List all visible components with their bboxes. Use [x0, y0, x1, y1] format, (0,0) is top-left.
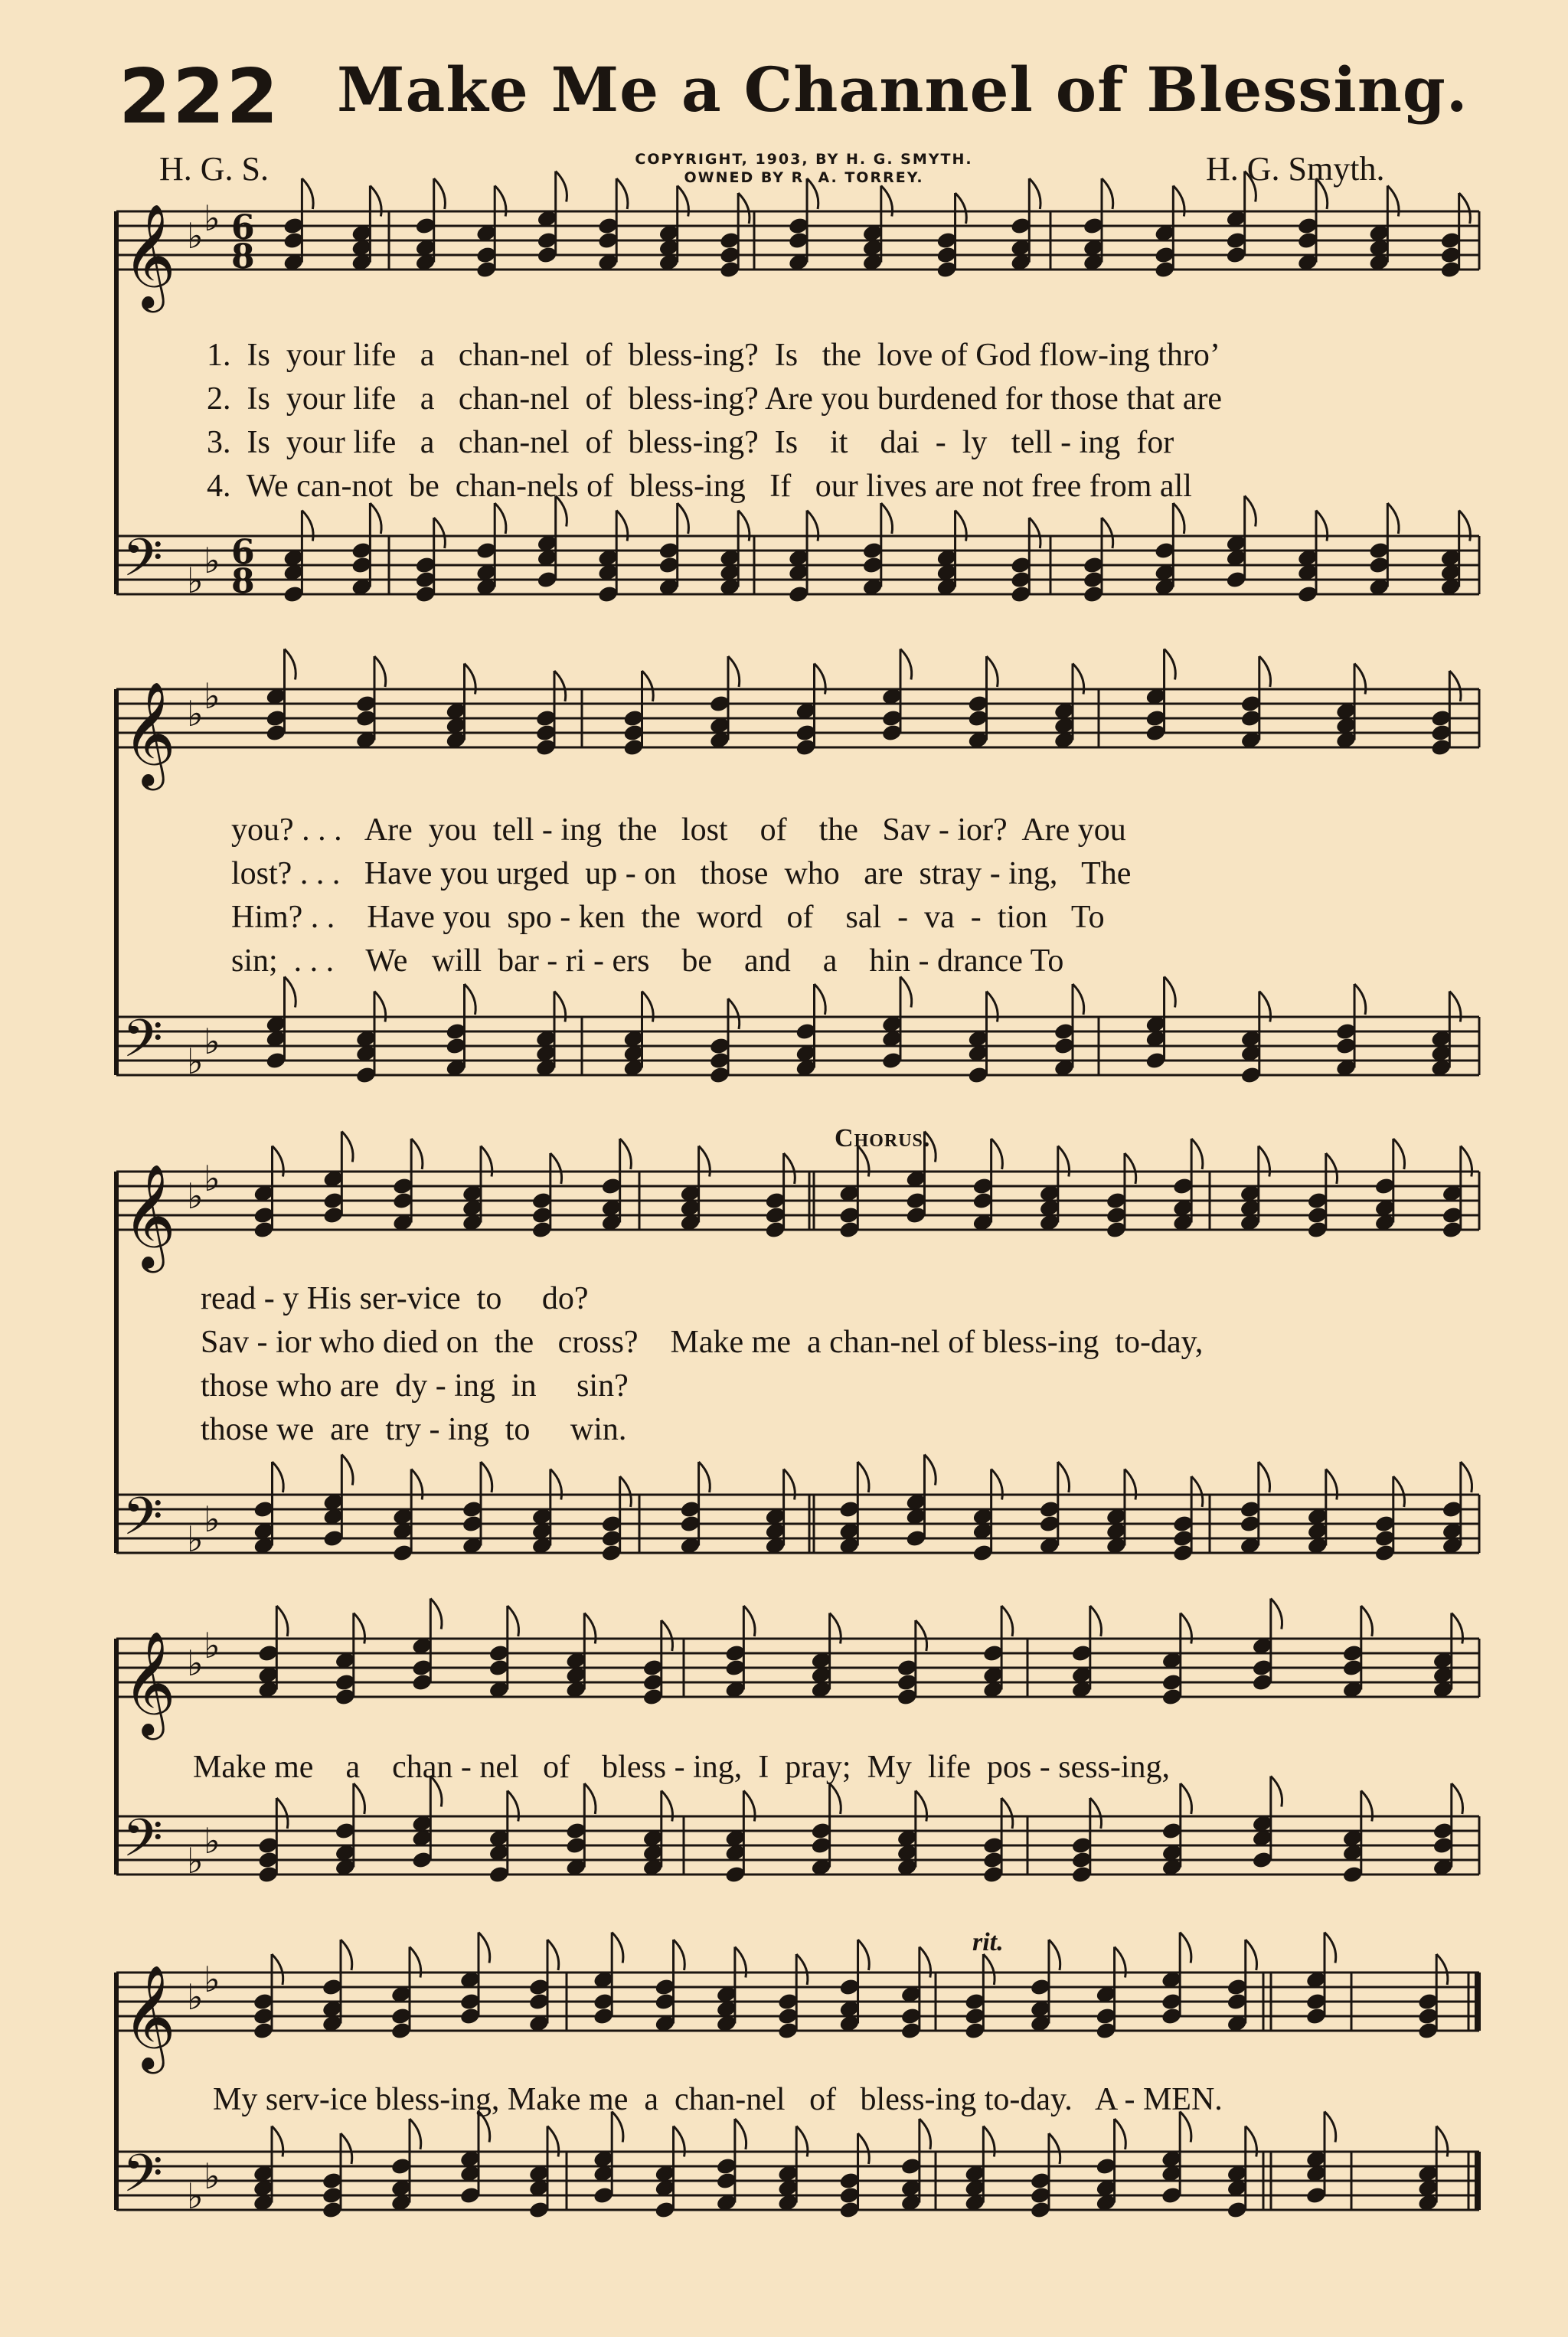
treble-chord-flag	[616, 178, 628, 209]
treble-chord-flag	[1393, 1139, 1405, 1169]
bass-chord-flag	[1271, 1776, 1282, 1807]
flat-sign-icon: ♭	[187, 1840, 204, 1881]
time-signature-top: 6	[231, 533, 255, 572]
treble-chord-flag	[642, 671, 654, 701]
treble-chord-flag	[1271, 1599, 1282, 1629]
treble-chord-flag	[434, 178, 446, 209]
treble-chord-flag	[556, 172, 567, 202]
bass-clef-icon: 𝄢	[122, 1009, 163, 1082]
lyric-verse-2-line-1: 2. Is your life a chan-nel of bless-ing? Are you burdened for those that are	[207, 381, 1223, 417]
flat-sign-icon: ♭	[187, 1642, 204, 1684]
flat-sign-icon: ♭	[204, 1625, 220, 1666]
bass-chord-flag	[815, 984, 826, 1015]
treble-chord-flag	[272, 1954, 283, 1985]
lyric-verse-4-line-3: those we are try - ing to win.	[201, 1412, 627, 1447]
hymn-number: 222	[119, 54, 280, 141]
flat-sign-icon: ♭	[204, 1820, 220, 1861]
bass-chord-flag	[1325, 2112, 1336, 2143]
bass-chord-flag	[1073, 984, 1084, 1015]
bass-chord-flag	[735, 2119, 746, 2149]
flat-sign-icon: ♭	[204, 675, 220, 717]
lyric-verse-3-line-3: those who are dy - ing in sin?	[201, 1368, 629, 1404]
treble-chord-flag	[900, 649, 912, 680]
bass-chord-flag	[273, 1462, 284, 1492]
bass-chord-flag	[1461, 1462, 1472, 1492]
flat-sign-icon: ♭	[204, 2156, 220, 2197]
words-credit: H. G. S.	[159, 150, 270, 188]
lyric-verse-2-line-3: Sav - ior who died on the cross? Make me a chan-nel of bless-ing to-day,	[201, 1325, 1204, 1360]
treble-chord-flag	[550, 1153, 562, 1184]
treble-chord-flag	[983, 1954, 995, 1985]
treble-chord-flag	[743, 1606, 755, 1636]
time-signature-top: 6	[231, 208, 255, 247]
treble-chord-flag	[374, 656, 386, 687]
flat-sign-icon: ♭	[187, 693, 204, 734]
treble-chord-flag	[807, 178, 818, 209]
treble-chord-flag	[612, 1933, 623, 1963]
treble-chord-flag	[508, 1606, 519, 1636]
bass-chord-flag	[465, 984, 476, 1015]
bass-chord-flag	[1245, 496, 1256, 527]
flat-sign-icon: ♭	[187, 560, 204, 601]
flat-sign-icon: ♭	[204, 198, 220, 239]
treble-chord-flag	[1325, 1933, 1336, 1963]
flat-sign-icon: ♭	[204, 1959, 220, 2000]
treble-clef-icon: 𝄞	[122, 1162, 176, 1268]
flat-sign-icon: ♭	[204, 1021, 220, 1062]
treble-chord-flag	[547, 1940, 559, 1970]
bass-chord-flag	[1354, 984, 1366, 1015]
bass-clef-icon: 𝄢	[122, 2144, 163, 2217]
bass-chord-flag	[1029, 518, 1040, 548]
lyric-verse-1-line-3: read - y His ser-vice to do?	[201, 1281, 589, 1316]
treble-chord-flag	[1191, 1139, 1203, 1169]
lyric-verse-4-line-1: 4. We can-not be chan-nels of bless-ing If our lives are not free from all	[207, 469, 1192, 504]
treble-chord-flag	[991, 1139, 1003, 1169]
treble-chord-flag	[1246, 1940, 1257, 1970]
bass-chord-flag	[858, 2133, 870, 2164]
chorus-label: Chorus.	[835, 1124, 931, 1152]
bass-chord-flag	[1259, 1462, 1270, 1492]
bass-chord-flag	[341, 1455, 353, 1486]
bass-chord-flag	[1191, 1476, 1203, 1507]
treble-chord-flag	[285, 649, 296, 680]
treble-chord-flag	[784, 1153, 795, 1184]
bass-chord-flag	[1102, 518, 1113, 548]
copyright-line: COPYRIGHT, 1903, BY H. G. SMYTH.	[635, 151, 973, 168]
treble-chord-flag	[341, 1132, 353, 1162]
ownership-line: OWNED BY R. A. TORREY.	[684, 169, 924, 186]
bass-chord-flag	[341, 2133, 352, 2164]
treble-chord-flag	[1165, 649, 1176, 680]
lyric-verse-4-line-2: sin; . . . We will bar - ri - ers be and a hin - drance To	[231, 943, 1064, 979]
treble-chord-flag	[1436, 1954, 1448, 1985]
bass-chord-flag	[276, 1798, 288, 1829]
lyric-verse-3-line-2: Him? . . Have you spo - ken the word of sal - va - tion To	[231, 900, 1105, 935]
treble-chord-flag	[1449, 671, 1461, 701]
treble-chord-flag	[1361, 1606, 1373, 1636]
treble-chord-flag	[341, 1940, 352, 1970]
bass-chord-flag	[1090, 1798, 1102, 1829]
treble-chord-flag	[479, 1933, 490, 1963]
treble-chord-flag	[1001, 1606, 1013, 1636]
treble-chord-flag	[276, 1606, 288, 1636]
bass-chord-flag	[699, 1462, 710, 1492]
flat-sign-icon: ♭	[187, 1175, 204, 1217]
treble-chord-flag	[620, 1139, 632, 1169]
bass-chord-flag	[1049, 2133, 1060, 2164]
treble-chord-flag	[674, 1940, 685, 1970]
bass-chord-flag	[1452, 1783, 1463, 1814]
flat-sign-icon: ♭	[204, 1499, 220, 1540]
lyric-chorus-line-2: My serv-ice bless-ing, Make me a chan-nel of bless-ing to-day. A - MEN.	[213, 2082, 1223, 2117]
treble-chord-flag	[1459, 193, 1471, 224]
treble-chord-flag	[1316, 178, 1328, 209]
treble-chord-flag	[858, 1940, 870, 1970]
treble-chord-flag	[987, 656, 998, 687]
time-signature-bottom: 8	[231, 237, 255, 276]
treble-chord-flag	[956, 193, 967, 224]
treble-chord-flag	[302, 178, 313, 209]
treble-chord-flag	[1245, 172, 1256, 202]
bass-chord-flag	[920, 2119, 931, 2149]
bass-chord-flag	[1387, 503, 1399, 534]
treble-chord-flag	[1125, 1153, 1136, 1184]
lyric-verse-1-line-2: you? . . . Are you tell - ing the lost of the Sav - ior? Are you	[231, 812, 1126, 848]
treble-chord-flag	[738, 193, 750, 224]
flat-sign-icon: ♭	[204, 540, 220, 581]
flat-sign-icon: ♭	[187, 215, 204, 257]
treble-chord-flag	[430, 1599, 442, 1629]
bass-chord-flag	[620, 1476, 632, 1507]
bass-chord-flag	[1181, 1783, 1192, 1814]
treble-chord-flag	[1049, 1940, 1060, 1970]
flat-sign-icon: ♭	[187, 1518, 204, 1560]
bass-chord-flag	[1001, 1798, 1013, 1829]
treble-chord-flag	[411, 1139, 423, 1169]
treble-chord-flag	[554, 671, 566, 701]
bass-chord-flag	[1165, 977, 1176, 1008]
treble-chord-flag	[1259, 656, 1271, 687]
lyric-verse-1-line-1: 1. Is your life a chan-nel of bless-ing? Is the love of God flow-ing thro’	[207, 338, 1220, 373]
treble-chord-flag	[1090, 1606, 1102, 1636]
bass-chord-flag	[728, 999, 740, 1029]
bass-chord-flag	[1393, 1476, 1405, 1507]
lyric-verse-3-line-1: 3. Is your life a chan-nel of bless-ing? Is it dai - ly tell - ing for	[207, 425, 1174, 460]
treble-clef-icon: 𝄞	[122, 1963, 176, 2069]
treble-clef-icon: 𝄞	[122, 1629, 176, 1735]
treble-chord-flag	[916, 1620, 927, 1651]
bass-chord-flag	[434, 518, 446, 548]
bass-chord-flag	[481, 1462, 492, 1492]
bass-chord-flag	[1058, 1462, 1070, 1492]
treble-chord-flag	[662, 1620, 673, 1651]
flat-sign-icon: ♭	[204, 1158, 220, 1199]
ritardando-mark: rit.	[972, 1928, 1004, 1956]
lyric-chorus-line-1: Make me a chan - nel of bless - ing, I pray; My life pos - sess-ing,	[193, 1750, 1171, 1785]
hymn-title: Make Me a Channel of Blessing.	[337, 54, 1468, 126]
treble-chord-flag	[1102, 178, 1113, 209]
flat-sign-icon: ♭	[187, 1976, 204, 2018]
bass-chord-flag	[858, 1462, 869, 1492]
treble-clef-icon: 𝄞	[122, 680, 176, 786]
flat-sign-icon: ♭	[187, 1041, 204, 1082]
bass-clef-icon: 𝄢	[122, 528, 163, 601]
music-credit: H. G. Smyth.	[1206, 150, 1385, 188]
flat-sign-icon: ♭	[187, 2175, 204, 2217]
time-signature-bottom: 8	[231, 562, 255, 601]
treble-chord-flag	[1029, 178, 1040, 209]
bass-clef-icon: 𝄢	[122, 1809, 163, 1881]
treble-chord-flag	[1326, 1153, 1338, 1184]
treble-chord-flag	[1180, 1933, 1191, 1963]
bass-chord-flag	[1115, 2119, 1126, 2149]
treble-chord-flag	[728, 656, 740, 687]
treble-clef-icon: 𝄞	[122, 202, 176, 308]
final-bar	[1475, 2152, 1481, 2210]
treble-chord-flag	[796, 1954, 808, 1985]
bass-chord-flag	[924, 1455, 936, 1486]
bass-clef-icon: 𝄢	[122, 1487, 163, 1560]
bass-chord-flag	[410, 2119, 421, 2149]
lyric-verse-2-line-2: lost? . . . Have you urged up - on those who are stray - ing, The	[231, 856, 1132, 891]
final-bar	[1475, 1973, 1481, 2031]
